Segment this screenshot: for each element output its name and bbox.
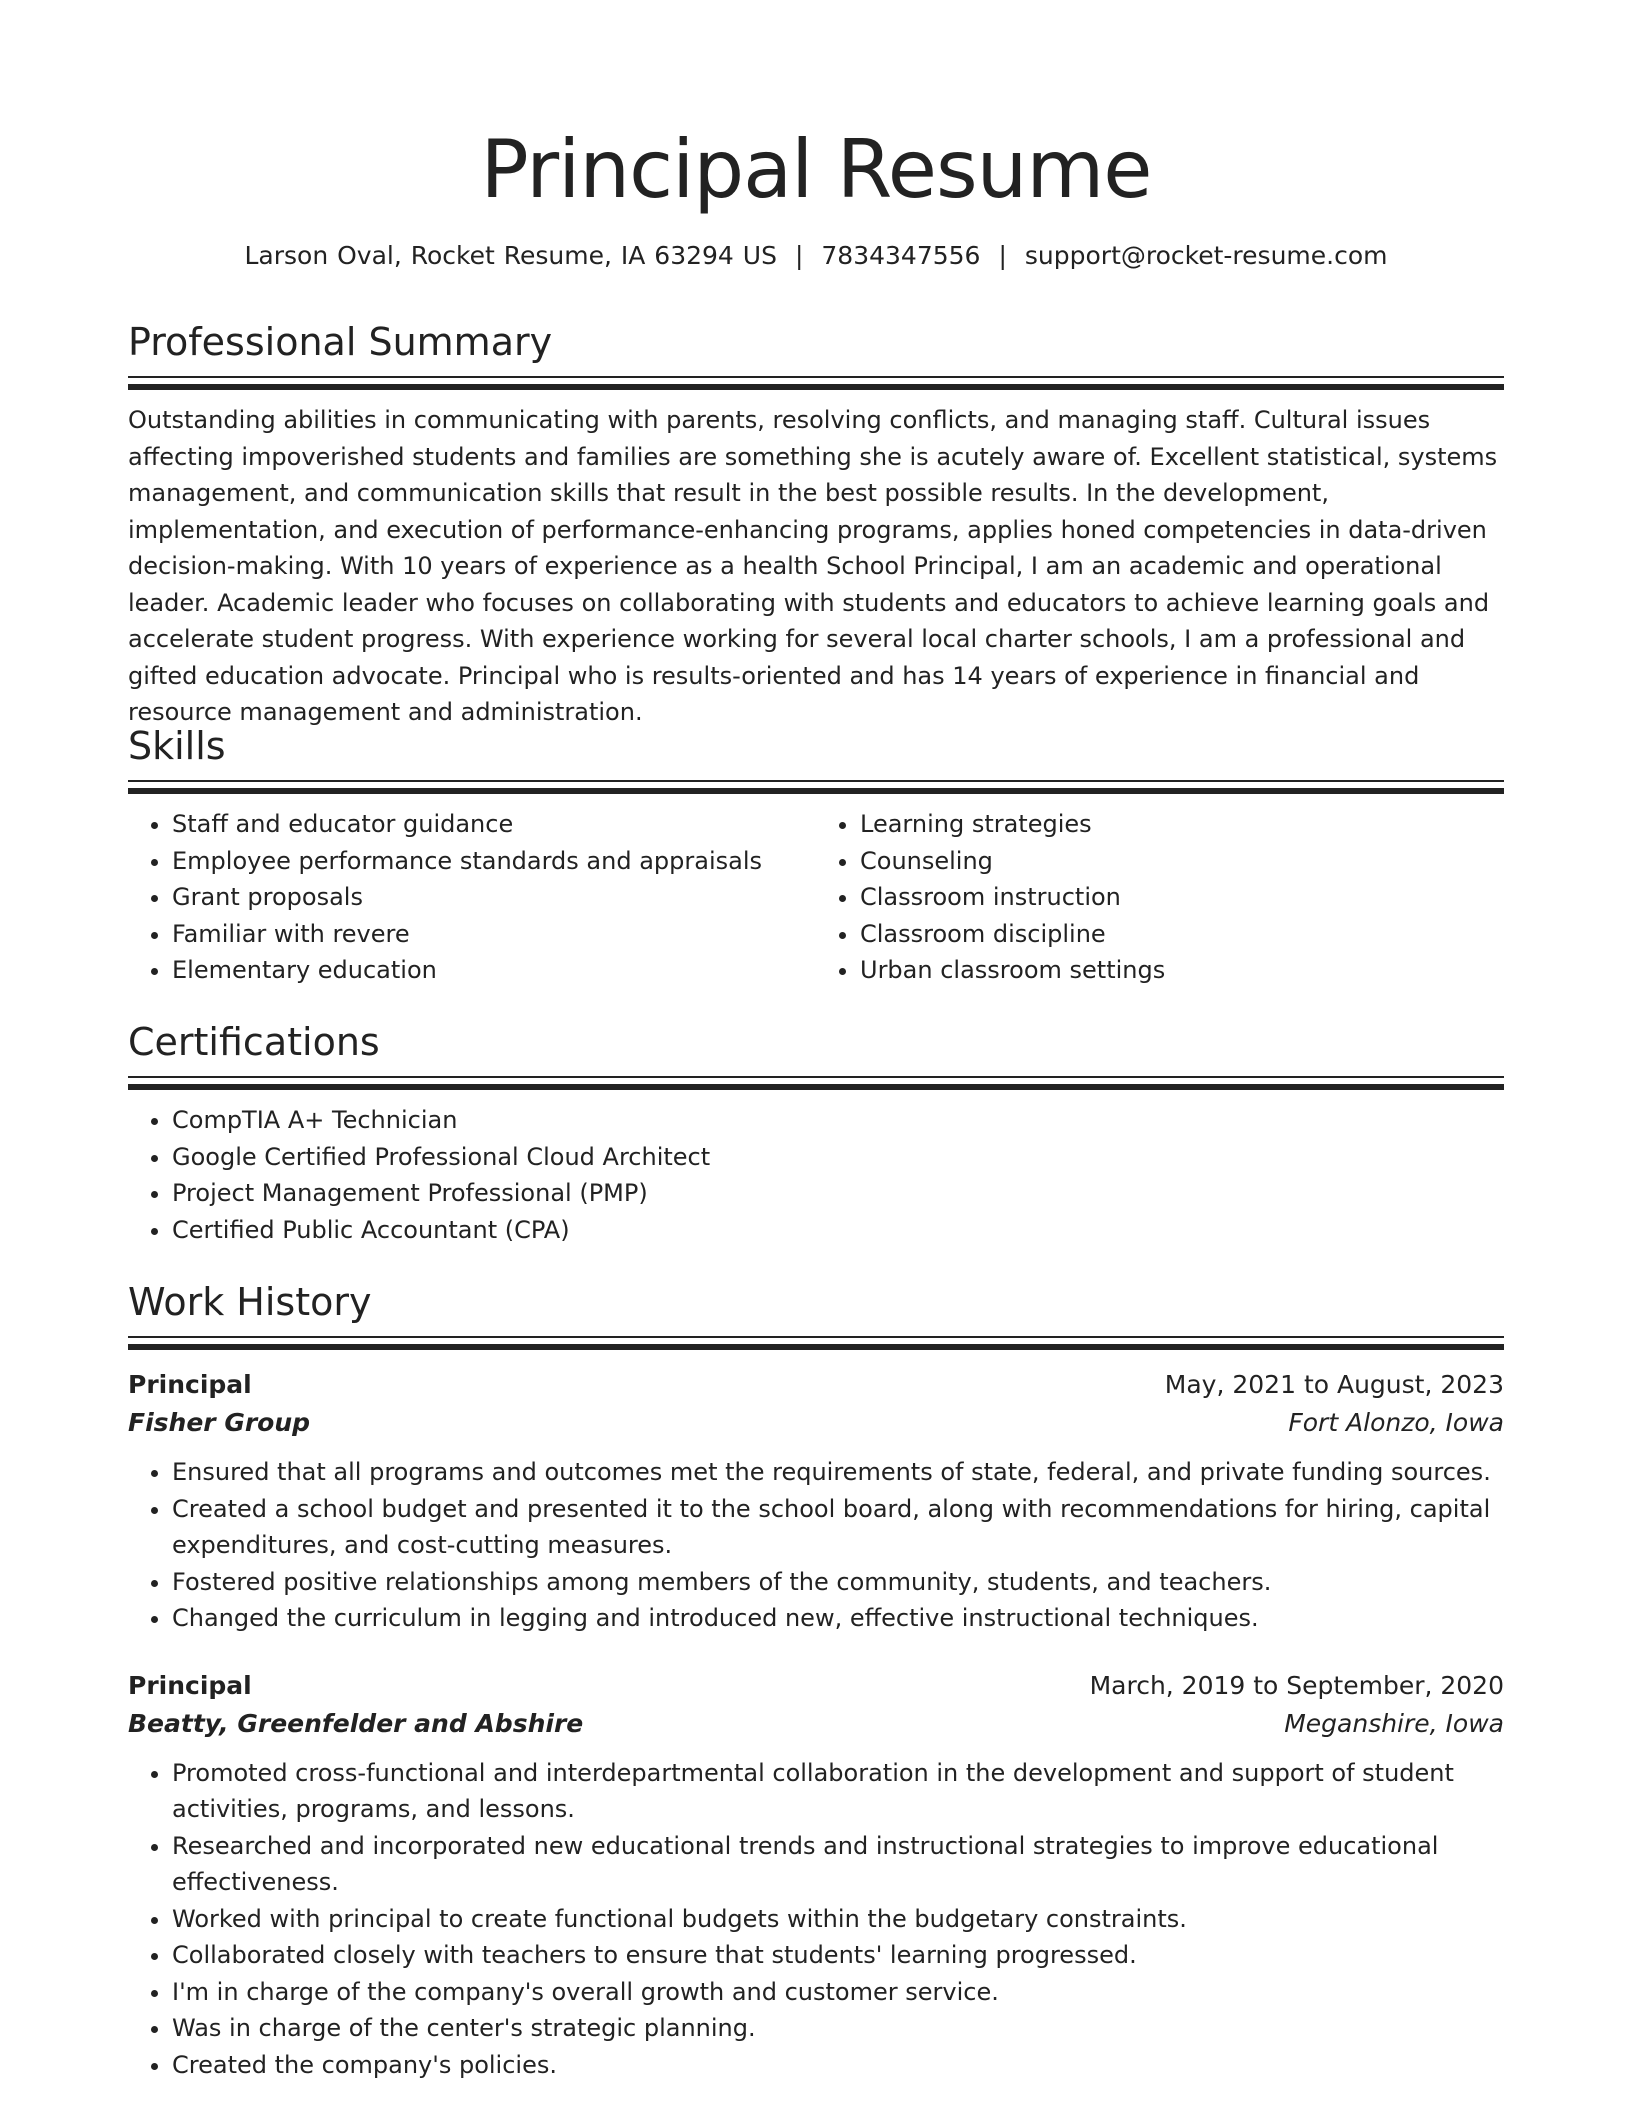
job-bullet: • Worked with principal to create functional budgets within the budgetary constraints. [172, 1901, 1504, 1938]
job-company: Fisher Group [128, 1408, 311, 1437]
skill-item: • Urban classroom settings [860, 952, 1504, 989]
job-bullet: • Promoted cross-functional and interdepartmental collaboration in the development and support of student activities, programs, and lessons. [172, 1755, 1504, 1828]
job-bullet: • Created the company's policies. [172, 2047, 1504, 2084]
skills-grid [128, 806, 1504, 989]
job-entry [128, 1366, 1504, 1637]
summary-heading: Professional Summary [128, 320, 553, 364]
job-company-row [128, 1404, 1504, 1442]
summary-section [128, 318, 1504, 731]
job-bullets [128, 1454, 1504, 1637]
job-bullets [128, 1755, 1504, 2084]
job-bullet: • I'm in charge of the company's overall growth and customer service. [172, 1974, 1504, 2011]
job-company: Beatty, Greenfelder and Abshire [128, 1708, 584, 1738]
job-title: Principal [128, 1670, 252, 1700]
skills-list-left [128, 806, 816, 989]
job-bullet: • Collaborated closely with teachers to ensure that students' learning progressed. [172, 1937, 1504, 1974]
job-dates: March, 2019 to September, 2020 [1089, 1670, 1504, 1700]
job-company-row [128, 1705, 1504, 1743]
page-title: Principal Resume [480, 123, 1152, 216]
job-bullet: • Ensured that all programs and outcomes met the requirements of state, federal, and private funding sources. [172, 1454, 1504, 1491]
certification-item: • Project Management Professional (PMP) [172, 1175, 1504, 1212]
job-bullet: • Was in charge of the center's strategic planning. [172, 2010, 1504, 2047]
job-bullet: • Researched and incorporated new educational trends and instructional strategies to improve educational effectiveness. [172, 1828, 1504, 1901]
job-header-row [128, 1366, 1504, 1404]
skill-item: • Classroom instruction [860, 879, 1504, 916]
skills-heading: Skills [128, 724, 226, 768]
certifications-list [128, 1102, 1504, 1248]
work-history-section [128, 1278, 1504, 2083]
job-title: Principal [128, 1370, 252, 1399]
job-bullet: • Created a school budget and presented it to the school board, along with recommendations for hiring, capital expenditures, and cost-cutting measures. [172, 1491, 1504, 1564]
section-divider [128, 376, 1504, 392]
job-location: Fort Alonzo, Iowa [1288, 1408, 1504, 1437]
certification-item: • Certified Public Accountant (CPA) [172, 1212, 1504, 1249]
job-header-row [128, 1667, 1504, 1705]
section-divider [128, 1076, 1504, 1092]
skill-item: • Staff and educator guidance [172, 806, 816, 843]
job-entry [128, 1667, 1504, 2084]
skill-item: • Familiar with revere [172, 916, 816, 953]
skill-item: • Elementary education [172, 952, 816, 989]
certifications-section [128, 1018, 1504, 1248]
skill-item: • Classroom discipline [860, 916, 1504, 953]
skill-item: • Employee performance standards and appraisals [172, 843, 816, 880]
summary-text: Outstanding abilities in communicating with parents, resolving conflicts, and managing staff. Cultural issues affecting impoverished students and families are something she is acutely aware of. Excellent statistical, systems management, and communication skills that result in the best possible results. In the development, implementation, and execution of performance-enhancing programs, applies honed competencies in data-driven decision-making. With 10 years of experience as a health School Principal, I am an academic and operational leader. Academic leader who focuses on collaborating with students and educators to achieve learning goals and accelerate student progress. With experience working for several local charter schools, I am a professional and gifted education advocate. Principal who is results-oriented and has 14 years of experience in financial and resource management and administration. [128, 406, 1498, 726]
job-bullet: • Fostered positive relationships among members of the community, students, and teachers. [172, 1564, 1504, 1601]
skills-section [128, 722, 1504, 989]
certifications-heading: Certifications [128, 1020, 380, 1064]
skill-item: • Grant proposals [172, 879, 816, 916]
contact-separator: | [794, 241, 804, 270]
contact-line [128, 240, 1504, 272]
skill-item: • Learning strategies [860, 806, 1504, 843]
contact-phone: 7834347556 [821, 241, 981, 270]
work-history-heading: Work History [128, 1280, 372, 1324]
section-divider [128, 1336, 1504, 1352]
contact-address: Larson Oval, Rocket Resume, IA 63294 US [244, 241, 777, 270]
job-bullet: • Changed the curriculum in legging and introduced new, effective instructional techniques. [172, 1600, 1504, 1637]
skills-list-right [816, 806, 1504, 989]
skill-item: • Counseling [860, 843, 1504, 880]
certification-item: • CompTIA A+ Technician [172, 1102, 1504, 1139]
certification-item: • Google Certified Professional Cloud Architect [172, 1139, 1504, 1176]
job-dates: May, 2021 to August, 2023 [1164, 1370, 1504, 1399]
contact-email[interactable]: support@rocket-resume.com [1024, 241, 1388, 270]
contact-separator: | [998, 241, 1007, 270]
job-location: Meganshire, Iowa [1284, 1708, 1504, 1738]
section-divider [128, 780, 1504, 796]
